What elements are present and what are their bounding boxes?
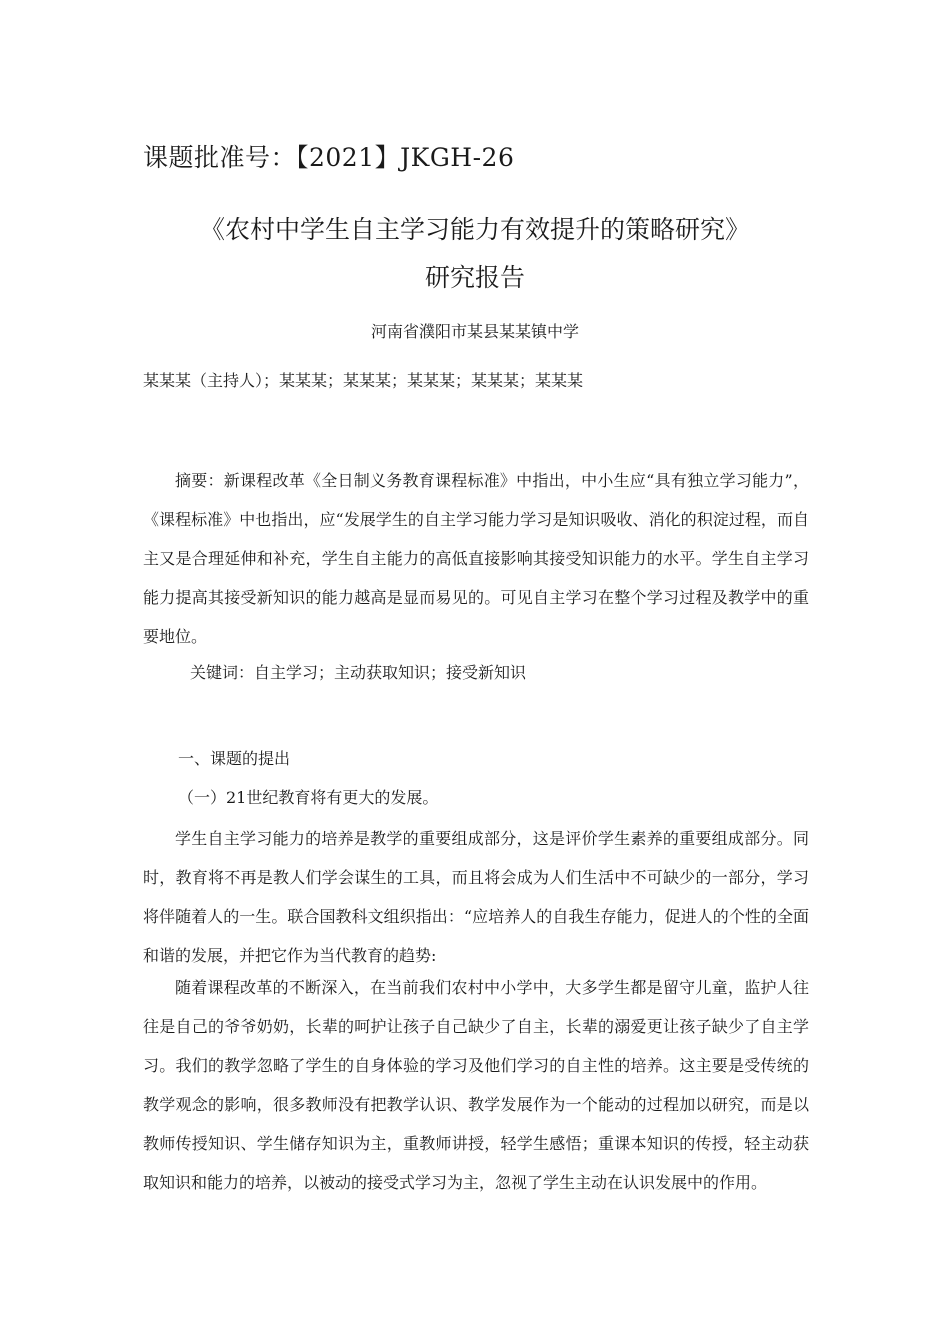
- body-paragraph-2: 随着课程改革的不断深入，在当前我们农村中小学中，大多学生都是留守儿童，监护人往往是自己的爷爷奶奶，长辈的呵护让孩子自己缺少了自主，长辈的溺爱更让孩子缺少了自主学习。我们的教学忽略了学生的自身体验的学习及他们学习的自主性的培养。这主要是受传统的教学观念的影响，很多教师没有把教学认识、教学发展作为一个能动的过程加以研究，而是以教师传授知识、学生储存知识为主，重教师讲授，轻学生感悟；重课本知识的传授，轻主动获取知识和能力的培养，以被动的接受式学习为主，忽视了学生主动在认识发展中的作用。: [143, 978, 809, 1192]
- section-heading: 一、课题的提出: [178, 749, 291, 768]
- report-title: 《农村中学生自主学习能力有效提升的策略研究》: [199, 215, 750, 244]
- report-subtitle: 研究报告: [424, 263, 525, 292]
- author-list: 某某某（主持人）；某某某；某某某；某某某；某某某；某某某: [143, 371, 584, 390]
- section-subheading: （一）21世纪教育将有更大的发展。: [178, 788, 439, 807]
- body-paragraph-1: 学生自主学习能力的培养是教学的重要组成部分，这是评价学生素养的重要组成部分。同时，教育将不再是教人们学会谋生的工具，而且将会成为人们生活中不可缺少的一部分，学习将伴随着人的一生。联合国教科文组织指出：“应培养人的自我生存能力，促进人的个性的全面和谐的发展，并把它作为当代教育的趋势:: [143, 829, 809, 965]
- keywords-line: 关键词：自主学习；主动获取知识；接受新知识: [190, 663, 527, 682]
- approval-number: 课题批准号：【2021】JKGH-26: [143, 143, 515, 172]
- school-name: 河南省濮阳市某县某某镇中学: [370, 322, 579, 341]
- abstract-paragraph: 摘要：新课程改革《全日制义务教育课程标准》中指出，中小生应“具有独立学习能力”，《课程标准》中也指出，应“发展学生的自主学习能力学习是知识吸收、消化的积淀过程，而自主又是合理延伸和补充，学生自主能力的高低直接影响其接受知识能力的水平。学生自主学习能力提高其接受新知识的能力越高是显而易见的。可见自主学习在整个学习过程及教学中的重要地位。: [143, 471, 809, 646]
